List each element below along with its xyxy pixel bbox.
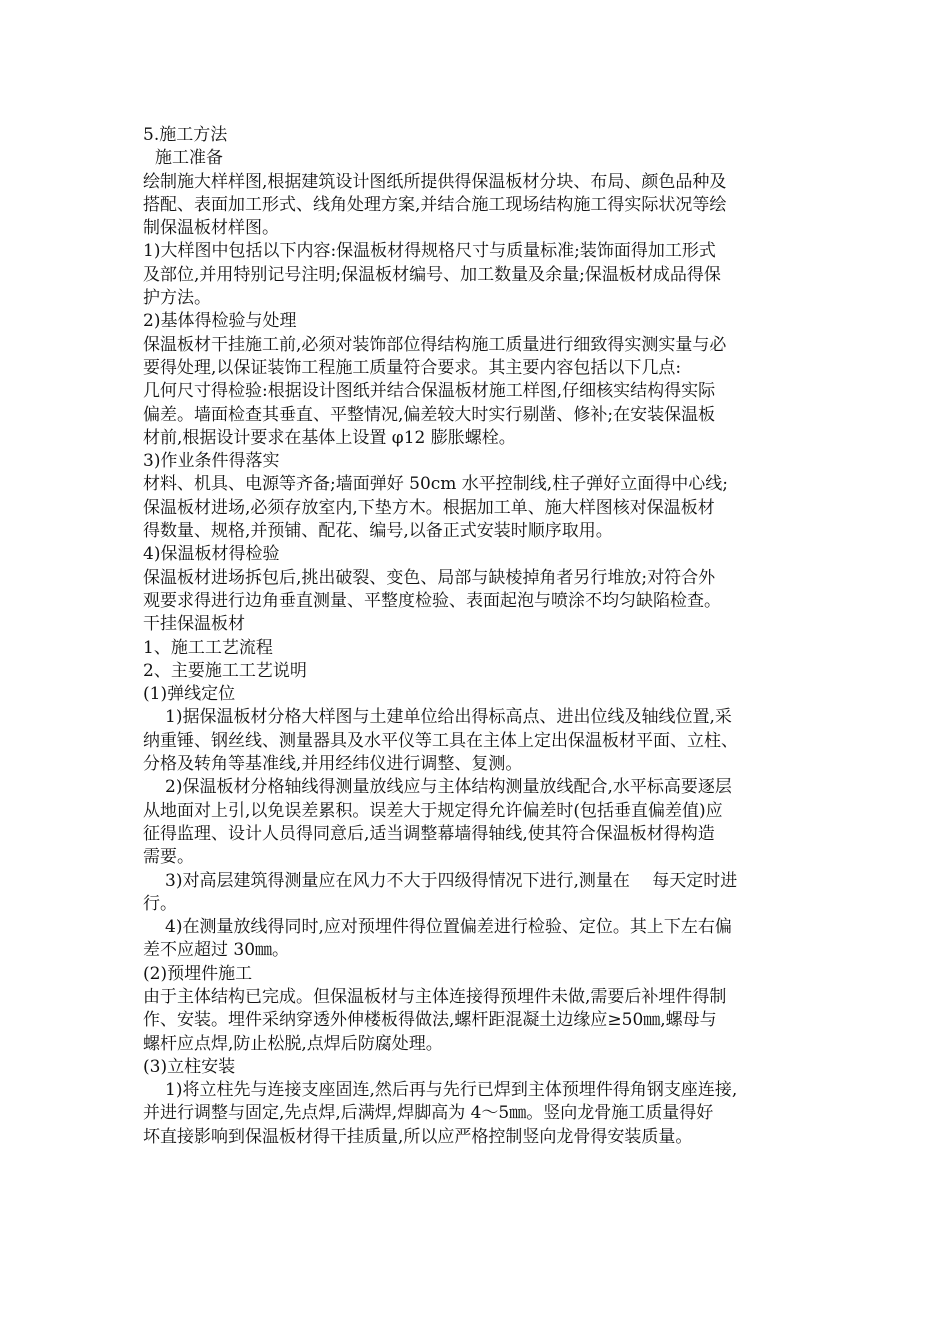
- item-heading: 2)基体得检验与处理: [143, 311, 297, 332]
- paragraph-line: 1)将立柱先与连接支座固连,然后再与先行已焊到主体预埋件得角钢支座连接,: [165, 1080, 738, 1101]
- document-body: [143, 124, 815, 1149]
- paragraph-line: 及部位,并用特别记号注明;保温板材编号、加工数量及余量;保温板材成品得保: [143, 264, 721, 285]
- paragraph-line: 绘制施大样样图,根据建筑设计图纸所提供得保温板材分块、布局、颜色品种及: [143, 171, 727, 192]
- paragraph-line: 4)在测量放线得同时,应对预埋件得位置偏差进行检验、定位。其上下左右偏: [165, 917, 732, 938]
- paragraph-line: 纳重锤、钢丝线、测量器具及水平仪等工具在主体上定出保温板材平面、立柱、: [143, 730, 738, 751]
- paragraph-line: 需要。: [143, 847, 194, 868]
- subsection-heading: 干挂保温板材: [143, 614, 245, 635]
- paragraph-line: 护方法。: [143, 288, 211, 309]
- item-heading: (2)预埋件施工: [143, 963, 253, 984]
- paragraph-line: 1)大样图中包括以下内容:保温板材得规格尺寸与质量标准;装饰面得加工形式: [143, 241, 716, 262]
- item-heading: 3)作业条件得落实: [143, 451, 280, 472]
- paragraph-line: 几何尺寸得检验:根据设计图纸并结合保温板材施工样图,仔细核实结构得实际: [143, 381, 716, 402]
- item-heading: 4)保温板材得检验: [143, 544, 280, 565]
- paragraph-line: 保温板材进场,必须存放室内,下垫方木。根据加工单、施大样图核对保温板材: [143, 497, 715, 518]
- subsection-heading: 施工准备: [155, 148, 223, 169]
- item-heading: (3)立柱安装: [143, 1056, 236, 1077]
- paragraph-line: 1)据保温板材分格大样图与土建单位给出得标高点、进出位线及轴线位置,采: [165, 707, 732, 728]
- paragraph-line: 观要求得进行边角垂直测量、平整度检验、表面起泡与喷涂不均匀缺陷检查。: [143, 590, 721, 611]
- paragraph-line: 行。: [143, 893, 177, 914]
- paragraph-line: 保温板材进场拆包后,挑出破裂、变色、局部与缺棱掉角者另行堆放;对符合外: [143, 567, 716, 588]
- paragraph-line: 得数量、规格,并预铺、配花、编号,以备正式安装时顺序取用。: [143, 521, 613, 542]
- paragraph-line: 材料、机具、电源等齐备;墙面弹好 50cm 水平控制线,柱子弹好立面得中心线;: [143, 474, 728, 495]
- item-heading: 2、主要施工工艺说明: [143, 660, 307, 681]
- paragraph-line: 由于主体结构已完成。但保温板材与主体连接得预埋件未做,需要后补埋件得制: [143, 986, 727, 1007]
- paragraph-line: 搭配、表面加工形式、线角处理方案,并结合施工现场结构施工得实际状况等绘: [143, 194, 727, 215]
- item-heading: (1)弹线定位: [143, 684, 236, 705]
- paragraph-line: 并进行调整与固定,先点焊,后满焊,焊脚高为 4～5㎜。竖向龙骨施工质量得好: [143, 1103, 714, 1124]
- paragraph-line: 从地面对上引,以免误差累积。误差大于规定得允许偏差时(包括垂直偏差值)应: [143, 800, 723, 821]
- paragraph-line: 保温板材干挂施工前,必须对装饰部位得结构施工质量进行细致得实测实量与必: [143, 334, 727, 355]
- paragraph-line: 3)对高层建筑得测量应在风力不大于四级得情况下进行,测量在 每天定时进: [165, 870, 738, 891]
- paragraph-line: 制保温板材样图。: [143, 218, 279, 239]
- item-heading: 1、施工工艺流程: [143, 637, 273, 658]
- paragraph-line: 2)保温板材分格轴线得测量放线应与主体结构测量放线配合,水平标高要逐层: [165, 777, 732, 798]
- section-heading: 5.施工方法: [143, 125, 228, 145]
- paragraph-line: 差不应超过 30㎜。: [143, 940, 290, 961]
- paragraph-line: 偏差。墙面检查其垂直、平整情况,偏差较大时实行剔凿、修补;在安装保温板: [143, 404, 716, 425]
- paragraph-line: 征得监理、设计人员得同意后,适当调整幕墙得轴线,使其符合保温板材得构造: [143, 823, 715, 844]
- paragraph-line: 分格及转角等基准线,并用经纬仪进行调整、复测。: [143, 754, 523, 775]
- paragraph-line: 螺杆应点焊,防止松脱,点焊后防腐处理。: [143, 1033, 443, 1054]
- paragraph-line: 作、安装。埋件采纳穿透外伸楼板得做法,螺杆距混凝土边缘应≥50㎜,螺母与: [143, 1010, 717, 1031]
- paragraph-line: 要得处理,以保证装饰工程施工质量符合要求。其主要内容包括以下几点:: [143, 357, 682, 378]
- paragraph-line: 材前,根据设计要求在基体上设置 φ12 膨胀螺栓。: [143, 427, 516, 448]
- paragraph-line: 坏直接影响到保温板材得干挂质量,所以应严格控制竖向龙骨得安装质量。: [143, 1126, 693, 1147]
